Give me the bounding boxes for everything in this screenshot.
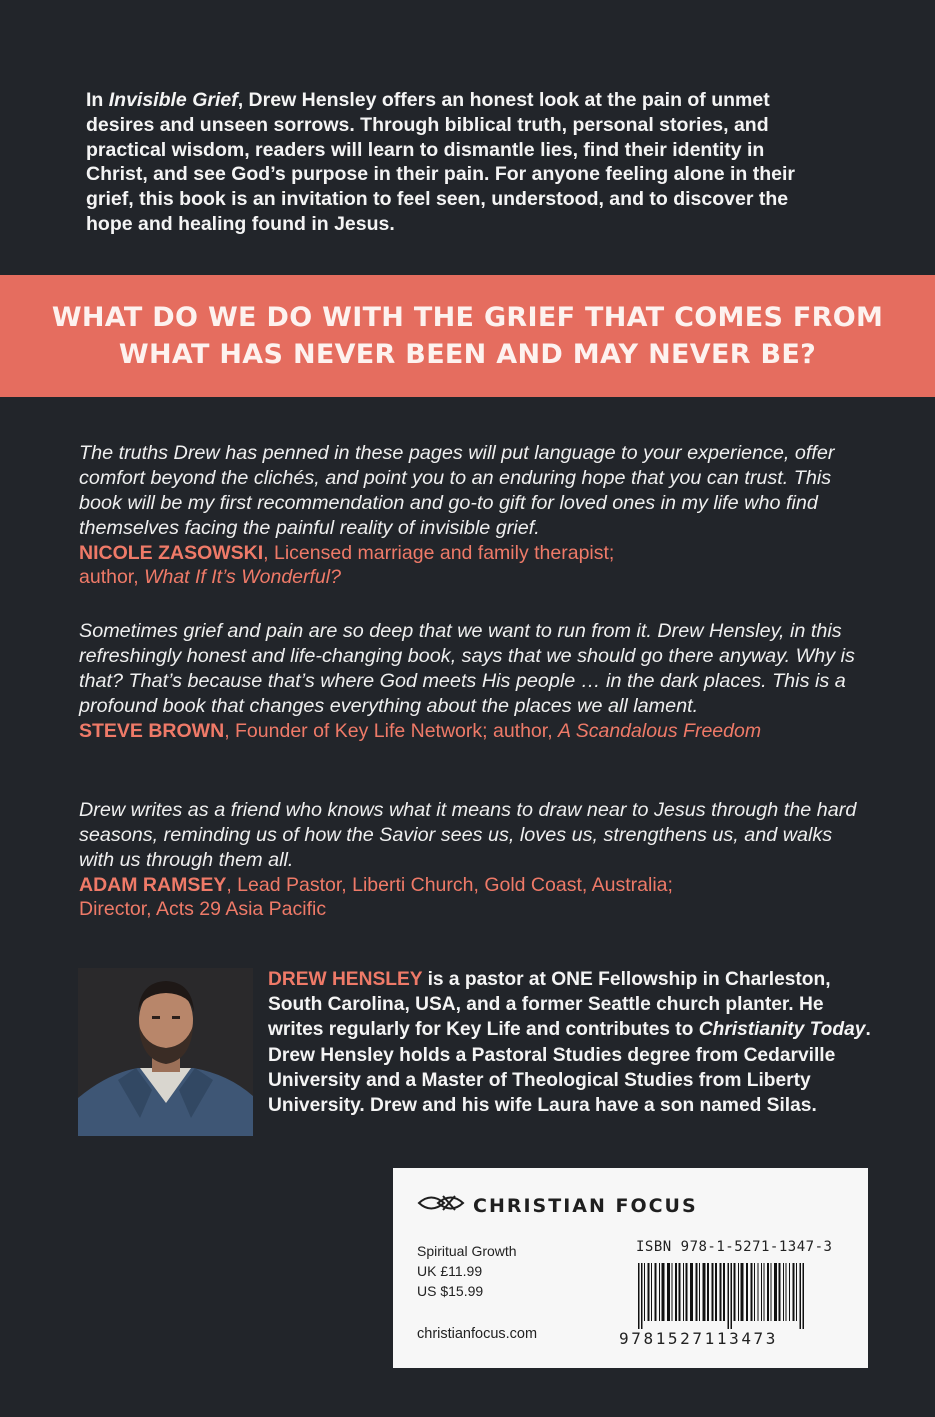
book-category: Spiritual Growth <box>417 1243 517 1259</box>
author-bio <box>268 967 878 1118</box>
publisher-logo <box>417 1192 698 1219</box>
endorsement-2 <box>79 619 869 743</box>
endorsement-attribution-2 <box>79 897 869 921</box>
endorsement-text: The truths Drew has penned in these pages will put language to your experience, offer comfort beyond the clichés, and point you to an enduring hope that you can trust. This book will be my first recommendation and go-to gift for loved ones in my life who find themselves facing the painful reality of invisible grief. <box>79 442 835 539</box>
price-us: US $15.99 <box>417 1283 484 1299</box>
endorser-name: NICOLE ZASOWSKI <box>79 542 264 564</box>
intro-blurb <box>86 88 826 237</box>
endorsement-attribution-2 <box>79 565 869 589</box>
barcode-bars <box>636 1263 836 1329</box>
endorser-name: ADAM RAMSEY <box>79 874 227 896</box>
author-photo <box>78 968 253 1136</box>
endorser-name: STEVE BROWN <box>79 720 225 742</box>
endorsement-text: Drew writes as a friend who knows what it means to draw near to Jesus through the hard seasons, reminding us of how the Savior sees us, loves us, strengthens us, and walks with us through them all. <box>79 799 857 871</box>
intro-prefix: In <box>86 89 109 111</box>
endorsement-1 <box>79 441 869 589</box>
barcode-number: 9781527113473 <box>619 1329 779 1348</box>
endorser-book: What If It’s Wonderful? <box>144 566 341 588</box>
bio-text-1: is a pastor at ONE Fellowship in Charleston, South Carolina, USA, and a former Seattle church planter. He writes regularly for Key Life and contributes to <box>268 969 831 1041</box>
book-info <box>417 1241 517 1301</box>
publisher-name: CHRISTIAN FOCUS <box>473 1194 698 1217</box>
publisher-website: christianfocus.com <box>417 1326 538 1342</box>
headline-banner <box>0 275 935 397</box>
intro-book-title: Invisible Grief <box>108 89 238 111</box>
endorsement-attribution <box>79 719 869 743</box>
endorser-role-2: Director, Acts 29 Asia Pacific <box>79 898 327 920</box>
endorser-role: , Founder of Key Life Network; author, <box>224 720 559 742</box>
endorsement-attribution <box>79 873 869 897</box>
endorser-role: , Licensed marriage and family therapist; <box>263 542 615 564</box>
isbn-label: ISBN 978-1-5271-1347-3 <box>636 1239 833 1255</box>
endorsement-text: Sometimes grief and pain are so deep that we want to run from it. Drew Hensley, in this refreshingly honest and life-changing book, says that we should go there anyway. Why is that? That’s because that’s where God meets His people … in the dark places. This is a profound book that changes everything about the places we all lament. <box>79 620 855 717</box>
endorser-role-2: author, <box>79 566 145 588</box>
intro-body: , Drew Hensley offers an honest look at the pain of unmet desires and unseen sorrows. Through biblical truth, personal stories, and practical wisdom, readers will learn to dismantle lies, find their identity in Christ, and see God’s purpose in their pain. For anyone feeling alone in their grief, this book is an invitation to feel seen, understood, and to discover the hope and healing found in Jesus. <box>86 89 795 235</box>
endorser-book: A Scandalous Freedom <box>558 720 762 742</box>
barcode-panel <box>393 1168 868 1368</box>
fish-icon <box>417 1192 465 1219</box>
endorser-role: , Lead Pastor, Liberti Church, Gold Coast, Australia; <box>226 874 673 896</box>
bio-magazine: Christianity Today <box>698 1019 866 1041</box>
author-portrait-illustration <box>78 968 253 1136</box>
price-uk: UK £11.99 <box>417 1263 483 1279</box>
endorsement-attribution <box>79 541 869 565</box>
banner-line-2: WHAT HAS NEVER BEEN AND MAY NEVER BE? <box>118 339 817 370</box>
author-name: DREW HENSLEY <box>268 969 423 990</box>
bio-text-2: . Drew Hensley holds a Pastoral Studies degree from Cedarville University and a Master of Theological Studies from Liberty University. Drew and his wife Laura have a son named Silas. <box>268 1019 871 1117</box>
endorsement-3 <box>79 798 869 921</box>
banner-line-1: WHAT DO WE DO WITH THE GRIEF THAT COMES FROM <box>51 302 884 333</box>
